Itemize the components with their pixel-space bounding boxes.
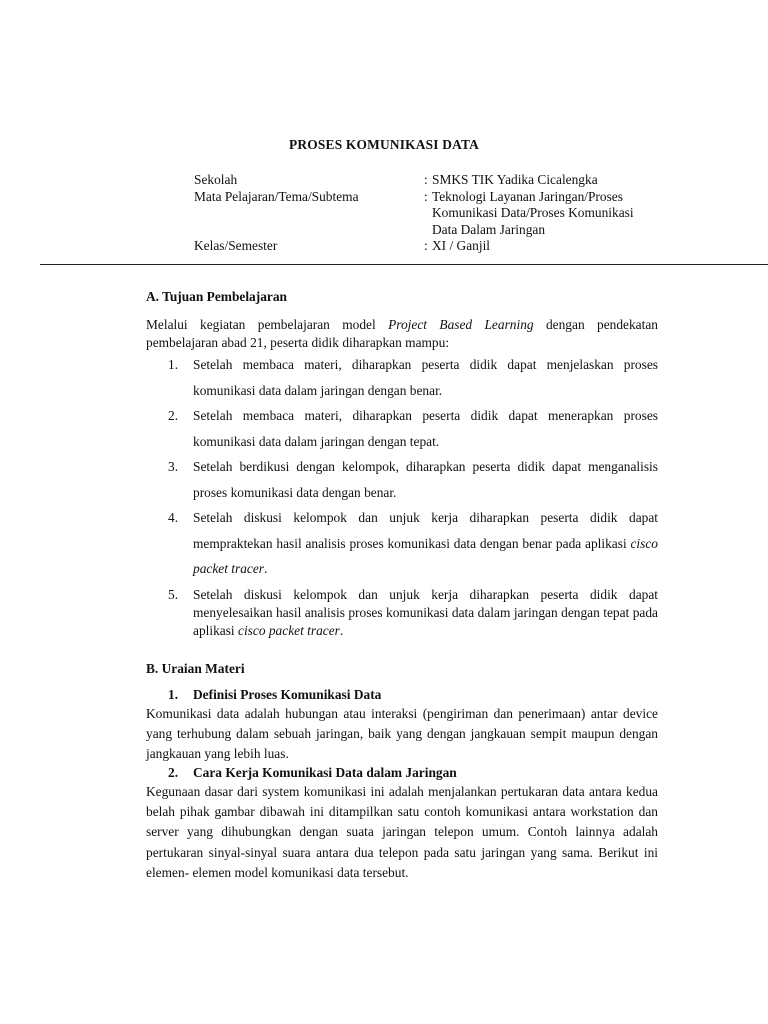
meta-colon: : [424, 238, 428, 253]
meta-label: Kelas/Semester [194, 238, 278, 253]
list-item-text: Setelah membaca materi, diharapkan peserta didik dapat menjelaskan proses komunikasi data dalam jaringan dengan benar. [193, 357, 658, 398]
list-item [146, 454, 658, 505]
list-item-tail: . [264, 561, 268, 576]
list-item [146, 586, 658, 640]
list-item-text: Setelah diskusi kelompok dan unjuk kerja diharapkan peserta didik dapat mempraktekan hasil analisis proses komunikasi data dengan benar pada aplikasi [193, 510, 658, 551]
list-number: 5. [168, 586, 179, 602]
meta-row-kelas [194, 238, 694, 255]
subsection-number: 1. [168, 686, 179, 702]
list-number: 4. [168, 510, 179, 525]
list-number: 3. [168, 459, 179, 474]
horizontal-divider [40, 264, 768, 265]
meta-label: Sekolah [194, 172, 238, 187]
list-item [146, 505, 658, 582]
document-meta-table [194, 172, 694, 255]
meta-row-sekolah [194, 172, 694, 189]
list-item-italic: cisco packet tracer [238, 622, 340, 638]
list-item-tail: . [339, 622, 344, 638]
subsection-number: 2. [168, 764, 179, 780]
list-item-text: Setelah berdikusi dengan kelompok, diharapkan peserta didik dapat menganalisis proses komunikasi data dengan benar. [193, 459, 658, 500]
meta-colon: : [424, 172, 428, 187]
section-a-heading: A. Tujuan Pembelajaran [146, 289, 287, 304]
objectives-list [146, 352, 658, 640]
intro-text-tail: dengan pendekatan pembelajaran abad 21, peserta didik diharapkan mampu: [146, 317, 658, 350]
meta-row-mata-pelajaran [194, 189, 694, 239]
meta-label: Mata Pelajaran/Tema/Subtema [194, 188, 359, 204]
intro-text: Melalui kegiatan pembelajaran model [146, 317, 389, 332]
meta-colon: : [424, 188, 428, 204]
list-number: 1. [168, 357, 179, 372]
section-b-heading: B. Uraian Materi [146, 660, 245, 676]
meta-value: SMKS TIK Yadika Cicalengka [432, 172, 598, 187]
document-title: PROSES KOMUNIKASI DATA [289, 137, 479, 152]
meta-value-wrap [424, 189, 694, 239]
list-item-text: Setelah diskusi kelompok dan unjuk kerja diharapkan peserta didik dapat menyelesaikan hasil analisis proses komunikasi data dalam jaringan dengan tepat pada aplikasi [193, 586, 658, 638]
subsection-title: Cara Kerja Komunikasi Data dalam Jaringan [193, 764, 457, 780]
meta-value: XI / Ganjil [432, 238, 491, 253]
subsection-heading [146, 686, 658, 704]
meta-value-wrap [424, 238, 694, 255]
subsection-heading [146, 764, 658, 782]
intro-italic: Project Based Learning [388, 317, 534, 332]
list-item [146, 352, 658, 403]
meta-value: Teknologi Layanan Jaringan/Proses Komunikasi Data/Proses Komunikasi Data Dalam Jaringan [432, 188, 634, 237]
meta-value-wrap [424, 172, 694, 189]
subsection-body: Kegunaan dasar dari system komunikasi ini adalah menjalankan pertukaran data antara kedua belah pihak gambar dibawah ini ditampilkan satu contoh komunikasi antara workstation dan server yang dihubungkan dengan suata jaringan telepon umum. Contoh lainnya adalah pertukaran sinyal-sinyal suara antara dua telepon pada satu jaringan yang sama. Berikut ini elemen- elemen model komunikasi data tersebut. [146, 783, 658, 881]
subsection-body: Komunikasi data adalah hubungan atau interaksi (pengiriman dan penerimaan) antar device yang terhubung dalam sebuah jaringan, baik yang dengan jangkauan sempit maupun dengan jangkauan yang lebih luas. [146, 705, 658, 761]
list-number: 2. [168, 408, 179, 423]
subsection-title: Definisi Proses Komunikasi Data [193, 686, 382, 702]
section-a-intro [146, 316, 658, 352]
list-item-italic: cisco packet tracer [193, 535, 658, 576]
list-item-text: Setelah membaca materi, diharapkan peserta didik dapat menerapkan proses komunikasi data dalam jaringan dengan tepat. [193, 408, 658, 449]
document-body [146, 288, 658, 884]
list-item [146, 403, 658, 454]
